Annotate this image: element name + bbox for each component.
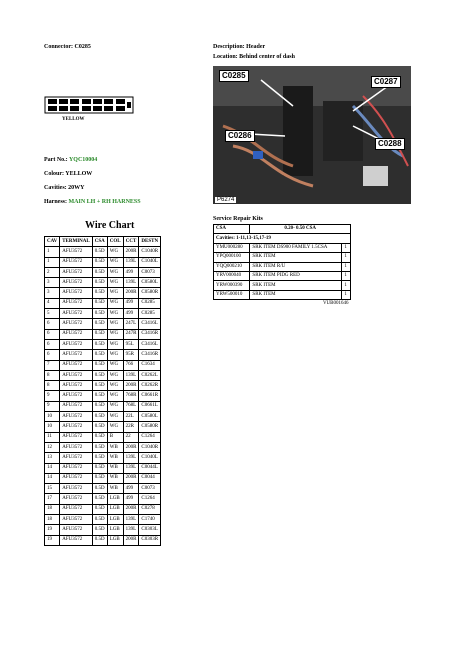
service-kits-cavities-row bbox=[214, 234, 351, 243]
cavities-range: Cavities: 1-11,13-15,17-19 bbox=[214, 234, 351, 243]
table-cell: WG bbox=[107, 401, 123, 411]
table-cell: AFU3572 bbox=[60, 370, 93, 380]
table-row bbox=[45, 525, 161, 535]
table-row bbox=[45, 401, 161, 411]
table-cell: 139L bbox=[123, 370, 139, 380]
part-no-value: YQC10004 bbox=[68, 157, 98, 163]
table-cell: 139L bbox=[123, 453, 139, 463]
table-cell: 200R bbox=[123, 473, 139, 483]
table-row bbox=[45, 329, 161, 339]
table-cell: 0.5D bbox=[92, 278, 107, 288]
table-cell: 12 bbox=[45, 442, 60, 452]
table-cell: C1634 bbox=[139, 360, 161, 370]
table-cell: WB bbox=[107, 484, 123, 494]
table-cell: 14 bbox=[45, 463, 60, 473]
table-cell: C1264 bbox=[139, 494, 161, 504]
table-row bbox=[45, 432, 161, 442]
table-cell: 0.5D bbox=[92, 442, 107, 452]
table-cell: LGB bbox=[107, 535, 123, 545]
table-cell: 139L bbox=[123, 257, 139, 267]
table-cell: AFU3572 bbox=[60, 432, 93, 442]
table-row bbox=[45, 453, 161, 463]
wire-chart-table bbox=[44, 236, 161, 546]
kit-row bbox=[214, 253, 351, 262]
kit-cell: 1 bbox=[342, 290, 351, 299]
table-cell: AFU3572 bbox=[60, 535, 93, 545]
table-cell: C0580R bbox=[139, 288, 161, 298]
table-cell: AFU3572 bbox=[60, 515, 93, 525]
table-cell: 95R bbox=[123, 350, 139, 360]
table-cell: 19 bbox=[45, 535, 60, 545]
table-cell: 19 bbox=[45, 525, 60, 535]
table-cell: C0262R bbox=[139, 381, 161, 391]
table-cell: 3 bbox=[45, 288, 60, 298]
connector-label: Connector: bbox=[44, 44, 73, 50]
table-cell: 0.5D bbox=[92, 391, 107, 401]
kit-cell: 1 bbox=[342, 253, 351, 262]
table-cell: 7 bbox=[45, 360, 60, 370]
table-row bbox=[45, 484, 161, 494]
table-cell: 499 bbox=[123, 484, 139, 494]
header-cav: CAV bbox=[45, 237, 60, 247]
table-cell: C3416L bbox=[139, 319, 161, 329]
table-cell: AFU3572 bbox=[60, 525, 93, 535]
table-cell: AFU3572 bbox=[60, 288, 93, 298]
table-cell: WG bbox=[107, 309, 123, 319]
table-cell: 499 bbox=[123, 494, 139, 504]
table-cell: C0580L bbox=[139, 412, 161, 422]
table-cell: AFU3572 bbox=[60, 494, 93, 504]
table-cell: 22 bbox=[123, 432, 139, 442]
table-cell: 0.5D bbox=[92, 463, 107, 473]
part-no-label: Part No.: bbox=[44, 157, 68, 163]
kit-cell: YRV000040 bbox=[214, 271, 250, 280]
service-kits-csa-row bbox=[214, 225, 351, 234]
table-row bbox=[45, 360, 161, 370]
table-row bbox=[45, 298, 161, 308]
kit-cell: SRK ITEM bbox=[250, 281, 342, 290]
table-cell: 0.5D bbox=[92, 350, 107, 360]
table-cell: C3416R bbox=[139, 329, 161, 339]
table-cell: AFU3572 bbox=[60, 484, 93, 494]
table-cell: 18 bbox=[45, 515, 60, 525]
table-cell: C0073 bbox=[139, 484, 161, 494]
harness-line bbox=[44, 199, 141, 205]
description-value: Header bbox=[246, 44, 266, 50]
kit-row bbox=[214, 243, 351, 252]
table-cell: AFU3572 bbox=[60, 319, 93, 329]
table-cell: WG bbox=[107, 257, 123, 267]
kit-cell: YRW000390 bbox=[214, 281, 250, 290]
table-cell: WG bbox=[107, 370, 123, 380]
table-cell: WG bbox=[107, 329, 123, 339]
table-cell: C0303L bbox=[139, 525, 161, 535]
table-cell: C0580L bbox=[139, 278, 161, 288]
kit-row bbox=[214, 290, 351, 299]
wire-chart-title: Wire Chart bbox=[85, 220, 135, 231]
table-cell: WG bbox=[107, 298, 123, 308]
table-cell: WB bbox=[107, 463, 123, 473]
header-destn: DESTN bbox=[139, 237, 161, 247]
table-cell: 15 bbox=[45, 484, 60, 494]
table-cell: 139L bbox=[123, 515, 139, 525]
table-cell: 0.5D bbox=[92, 473, 107, 483]
kit-row bbox=[214, 271, 351, 280]
table-cell: C1264 bbox=[139, 432, 161, 442]
table-cell: 0.5D bbox=[92, 535, 107, 545]
table-cell: AFU3572 bbox=[60, 339, 93, 349]
photo-tag-3: C0286 bbox=[225, 130, 255, 142]
table-cell: 10 bbox=[45, 422, 60, 432]
kit-cell: 1 bbox=[342, 281, 351, 290]
table-cell: 0.5D bbox=[92, 525, 107, 535]
table-cell: WG bbox=[107, 288, 123, 298]
table-cell: 0.5D bbox=[92, 247, 107, 257]
table-cell: 0.5D bbox=[92, 381, 107, 391]
table-cell: 6 bbox=[45, 329, 60, 339]
table-cell: 4 bbox=[45, 298, 60, 308]
table-cell: C1040R bbox=[139, 247, 161, 257]
table-cell: 0.5D bbox=[92, 339, 107, 349]
photo-tag-2: C0287 bbox=[371, 76, 401, 88]
table-row bbox=[45, 350, 161, 360]
table-row bbox=[45, 370, 161, 380]
header-col: COL bbox=[107, 237, 123, 247]
table-cell: AFU3572 bbox=[60, 257, 93, 267]
table-cell: AFU3572 bbox=[60, 298, 93, 308]
location-value: Behind center of dash bbox=[239, 54, 295, 60]
table-cell: WG bbox=[107, 319, 123, 329]
table-row bbox=[45, 391, 161, 401]
table-cell: 95L bbox=[123, 339, 139, 349]
table-cell: 766 bbox=[123, 360, 139, 370]
kit-cell: YRW500010 bbox=[214, 290, 250, 299]
table-cell: AFU3572 bbox=[60, 401, 93, 411]
connector-value: C0285 bbox=[74, 44, 91, 50]
table-cell: LGB bbox=[107, 494, 123, 504]
table-cell: WG bbox=[107, 350, 123, 360]
connector-line bbox=[44, 44, 91, 50]
table-row bbox=[45, 247, 161, 257]
colour-line bbox=[44, 171, 92, 177]
description-line bbox=[213, 44, 265, 50]
table-cell: WB bbox=[107, 453, 123, 463]
table-row bbox=[45, 278, 161, 288]
table-cell: 0.5D bbox=[92, 422, 107, 432]
table-cell: AFU3572 bbox=[60, 360, 93, 370]
table-cell: 139L bbox=[123, 463, 139, 473]
table-row bbox=[45, 473, 161, 483]
table-cell: 200R bbox=[123, 247, 139, 257]
table-cell: C3416L bbox=[139, 339, 161, 349]
table-cell: 11 bbox=[45, 432, 60, 442]
wire-chart-header-row bbox=[45, 237, 161, 247]
service-kits-body bbox=[214, 225, 351, 309]
table-cell: 768L bbox=[123, 401, 139, 411]
table-cell: 6 bbox=[45, 339, 60, 349]
table-cell: C1040L bbox=[139, 257, 161, 267]
table-cell: AFU3572 bbox=[60, 391, 93, 401]
table-cell: 1 bbox=[45, 257, 60, 267]
table-row bbox=[45, 463, 161, 473]
table-cell: WG bbox=[107, 391, 123, 401]
table-cell: C3416R bbox=[139, 350, 161, 360]
header-cct: CCT bbox=[123, 237, 139, 247]
table-cell: LGB bbox=[107, 515, 123, 525]
description-label: Description: bbox=[213, 44, 245, 50]
table-row bbox=[45, 442, 161, 452]
table-cell: B bbox=[107, 432, 123, 442]
table-cell: AFU3572 bbox=[60, 453, 93, 463]
photo-tag-1: C0285 bbox=[219, 70, 249, 82]
table-cell: LGB bbox=[107, 504, 123, 514]
table-cell: 0.5D bbox=[92, 453, 107, 463]
kit-cell: SRK ITEM R/U bbox=[250, 262, 342, 271]
table-cell: 8 bbox=[45, 370, 60, 380]
photo-tag-4: C0288 bbox=[375, 138, 405, 150]
table-cell: 0.5D bbox=[92, 309, 107, 319]
kit-cell: SRK ITEM PIDG RED bbox=[250, 271, 342, 280]
location-line bbox=[213, 54, 295, 60]
table-cell: 18 bbox=[45, 504, 60, 514]
table-cell: C0044L bbox=[139, 463, 161, 473]
table-cell: 200R bbox=[123, 535, 139, 545]
table-cell: 0.5D bbox=[92, 360, 107, 370]
harness-label: Harness: bbox=[44, 199, 67, 205]
table-cell: 9 bbox=[45, 391, 60, 401]
kit-cell: 1 bbox=[342, 262, 351, 271]
table-cell: AFU3572 bbox=[60, 422, 93, 432]
table-cell: 0.5D bbox=[92, 484, 107, 494]
table-cell: 200R bbox=[123, 504, 139, 514]
table-cell: AFU3572 bbox=[60, 350, 93, 360]
cavities-value: 20WY bbox=[68, 185, 85, 191]
kit-cell: YPQ000100 bbox=[214, 253, 250, 262]
table-row bbox=[45, 267, 161, 277]
table-cell: LGB bbox=[107, 525, 123, 535]
table-cell: AFU3572 bbox=[60, 267, 93, 277]
kit-cell: SRK ITEM bbox=[250, 290, 342, 299]
table-cell: 247R bbox=[123, 329, 139, 339]
csa-label: CSA bbox=[214, 225, 250, 234]
colour-value: YELLOW bbox=[65, 171, 93, 177]
table-cell: 0.5D bbox=[92, 412, 107, 422]
table-cell: 5 bbox=[45, 309, 60, 319]
table-row bbox=[45, 339, 161, 349]
header-csa: CSA bbox=[92, 237, 107, 247]
table-cell: C0580R bbox=[139, 422, 161, 432]
kit-footer-code: VUB001646 bbox=[322, 301, 349, 307]
table-cell: 0.5D bbox=[92, 288, 107, 298]
table-cell: C1040R bbox=[139, 442, 161, 452]
kit-cell: SRK ITEM DS900 FAMILY 1.5CSA bbox=[250, 243, 342, 252]
table-cell: 200R bbox=[123, 381, 139, 391]
table-cell: C0303R bbox=[139, 535, 161, 545]
table-cell: 2 bbox=[45, 267, 60, 277]
table-cell: C0278 bbox=[139, 504, 161, 514]
table-cell: C0285 bbox=[139, 309, 161, 319]
table-row bbox=[45, 494, 161, 504]
table-cell: WG bbox=[107, 360, 123, 370]
table-cell: 0.5D bbox=[92, 515, 107, 525]
table-cell: 0.5D bbox=[92, 267, 107, 277]
table-cell: AFU3572 bbox=[60, 473, 93, 483]
location-label: Location: bbox=[213, 54, 238, 60]
table-cell: AFU3572 bbox=[60, 442, 93, 452]
table-cell: 13 bbox=[45, 453, 60, 463]
table-cell: WG bbox=[107, 412, 123, 422]
table-cell: 499 bbox=[123, 309, 139, 319]
table-row bbox=[45, 309, 161, 319]
part-no-line bbox=[44, 157, 97, 163]
colour-label: Colour: bbox=[44, 171, 64, 177]
table-cell: 17 bbox=[45, 494, 60, 504]
table-cell: WG bbox=[107, 267, 123, 277]
cavities-line bbox=[44, 185, 85, 191]
table-row bbox=[45, 422, 161, 432]
table-cell: C0661R bbox=[139, 391, 161, 401]
kit-row bbox=[214, 281, 351, 290]
header-terminal: TERMINAL bbox=[60, 237, 93, 247]
table-cell: 139L bbox=[123, 278, 139, 288]
table-cell: 247L bbox=[123, 319, 139, 329]
table-cell: WG bbox=[107, 381, 123, 391]
table-cell: 768R bbox=[123, 391, 139, 401]
table-cell: WG bbox=[107, 422, 123, 432]
table-cell: WG bbox=[107, 339, 123, 349]
table-cell: C0285 bbox=[139, 298, 161, 308]
table-cell: WG bbox=[107, 278, 123, 288]
table-row bbox=[45, 288, 161, 298]
table-cell: C0044 bbox=[139, 473, 161, 483]
photo-code: P6274 bbox=[217, 197, 235, 203]
table-cell: 1 bbox=[45, 247, 60, 257]
table-cell: 0.5D bbox=[92, 319, 107, 329]
table-cell: 200R bbox=[123, 288, 139, 298]
table-cell: 200R bbox=[123, 442, 139, 452]
table-cell: 0.5D bbox=[92, 401, 107, 411]
table-row bbox=[45, 319, 161, 329]
table-cell: AFU3572 bbox=[60, 463, 93, 473]
table-cell: AFU3572 bbox=[60, 381, 93, 391]
table-cell: 6 bbox=[45, 350, 60, 360]
table-cell: C1040L bbox=[139, 453, 161, 463]
table-cell: 8 bbox=[45, 381, 60, 391]
connector-location-photo bbox=[213, 66, 411, 204]
connector-face-diagram bbox=[44, 96, 134, 114]
kit-footer-row bbox=[214, 300, 351, 309]
table-cell: C0073 bbox=[139, 267, 161, 277]
kit-cell: YMU000280 bbox=[214, 243, 250, 252]
service-kits-table bbox=[213, 224, 351, 309]
service-kits-title: Service Repair Kits bbox=[213, 216, 263, 222]
table-cell: AFU3572 bbox=[60, 412, 93, 422]
table-cell: 499 bbox=[123, 298, 139, 308]
table-cell: 0.5D bbox=[92, 494, 107, 504]
table-row bbox=[45, 257, 161, 267]
table-cell: 22R bbox=[123, 422, 139, 432]
table-cell: 0.5D bbox=[92, 298, 107, 308]
table-cell: 14 bbox=[45, 473, 60, 483]
table-cell: WG bbox=[107, 247, 123, 257]
table-cell: C0262L bbox=[139, 370, 161, 380]
wire-chart-body bbox=[45, 247, 161, 546]
table-cell: 139L bbox=[123, 525, 139, 535]
table-cell: WB bbox=[107, 442, 123, 452]
csa-value: 0.20- 0.50 CSA bbox=[250, 225, 351, 234]
table-cell: 22L bbox=[123, 412, 139, 422]
table-cell: 0.5D bbox=[92, 329, 107, 339]
table-cell: 9 bbox=[45, 401, 60, 411]
kit-cell: YQQ000210 bbox=[214, 262, 250, 271]
table-cell: 499 bbox=[123, 267, 139, 277]
table-row bbox=[45, 515, 161, 525]
table-row bbox=[45, 535, 161, 545]
table-cell: 0.5D bbox=[92, 370, 107, 380]
table-cell: AFU3572 bbox=[60, 247, 93, 257]
table-cell: 6 bbox=[45, 319, 60, 329]
table-cell: AFU3572 bbox=[60, 504, 93, 514]
kit-cell: 1 bbox=[342, 271, 351, 280]
table-cell: 0.5D bbox=[92, 432, 107, 442]
table-cell: WB bbox=[107, 473, 123, 483]
table-cell: 0.5D bbox=[92, 257, 107, 267]
table-row bbox=[45, 504, 161, 514]
table-cell: AFU3572 bbox=[60, 329, 93, 339]
harness-value: MAIN LH + RH HARNESS bbox=[68, 199, 141, 205]
table-row bbox=[45, 381, 161, 391]
connector-caption: YELLOW bbox=[62, 117, 85, 122]
table-cell: AFU3572 bbox=[60, 278, 93, 288]
table-row bbox=[45, 412, 161, 422]
table-cell: C1740 bbox=[139, 515, 161, 525]
table-cell: 0.5D bbox=[92, 504, 107, 514]
kit-cell: SRK ITEM bbox=[250, 253, 342, 262]
table-cell: AFU3572 bbox=[60, 309, 93, 319]
kit-row bbox=[214, 262, 351, 271]
table-cell: C0661L bbox=[139, 401, 161, 411]
kit-cell: 1 bbox=[342, 243, 351, 252]
cavities-label: Cavities: bbox=[44, 185, 67, 191]
table-cell: 10 bbox=[45, 412, 60, 422]
table-cell: 3 bbox=[45, 278, 60, 288]
